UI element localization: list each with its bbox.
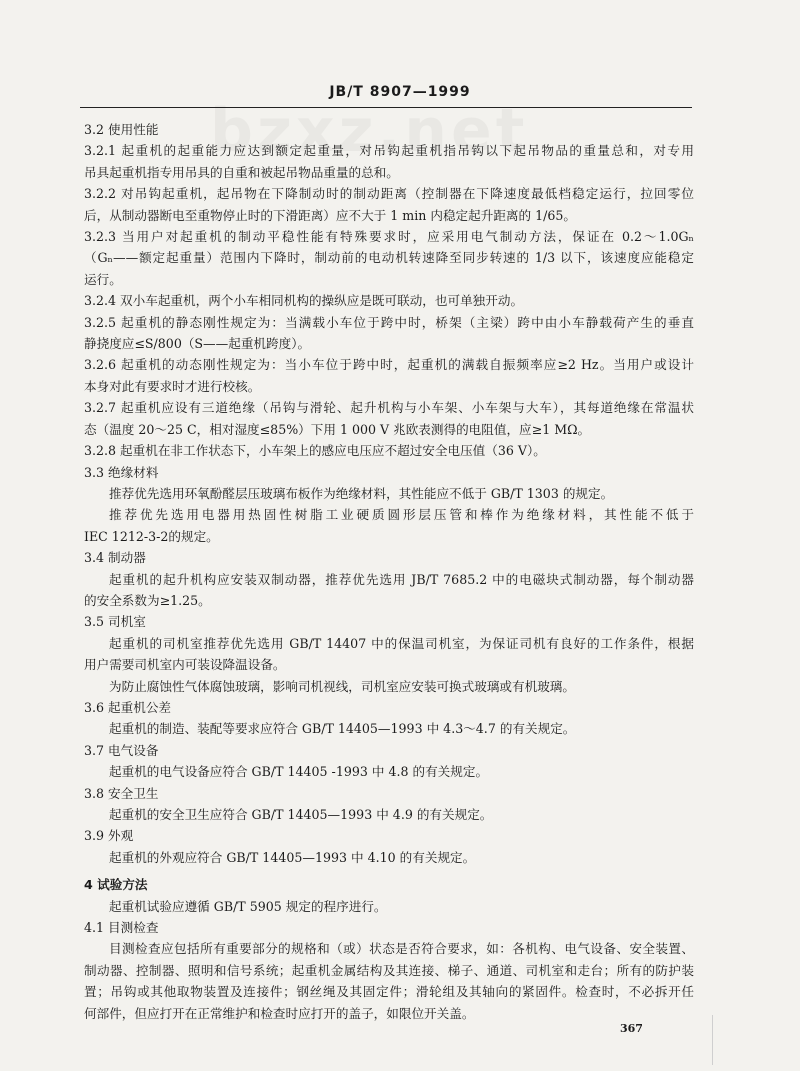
text-line: 起重机的安全卫生应符合 GB/T 14405—1993 中 4.9 的有关规定。 xyxy=(109,807,493,822)
text-line: 推荐优先选用电器用热固性树脂工业硬质圆形层压管和棒作为绝缘材料，其性能不低于 xyxy=(109,507,694,523)
text-line: 3.2.6 起重机的动态刚性规定为：当小车位于跨中时，起重机的满载自振频率应≥2 Hz。当用户或设计 xyxy=(84,357,694,373)
text-line: 何部件，但应打开在正常维护和检查时应打开的盖子，如限位开关盖。 xyxy=(84,1005,475,1021)
text-line: 的安全系数为≥1.25。 xyxy=(84,592,211,608)
text-line: 起重机的外观应符合 GB/T 14405—1993 中 4.10 的有关规定。 xyxy=(109,849,476,865)
text-line: 本身对此有要求时才进行校核。 xyxy=(84,378,261,394)
text-line: IEC 1212-3-2的规定。 xyxy=(84,528,219,544)
scan-edge-mark xyxy=(712,1015,713,1065)
text-line: 运行。 xyxy=(84,271,122,287)
text-line: 3.3 绝缘材料 xyxy=(84,464,159,480)
text-line: 制动器、控制器、照明和信号系统；起重机金属结构及其连接、梯子、通道、司机室和走台；所有的防护装 xyxy=(84,962,694,978)
body-text xyxy=(84,119,694,1024)
page-number: 367 xyxy=(620,1022,643,1035)
text-line: 目测检查应包括所有重要部分的规格和（或）状态是否符合要求，如：各机构、电气设备、安全装置、 xyxy=(109,941,694,957)
header-divider xyxy=(80,107,692,108)
text-line: 3.8 安全卫生 xyxy=(84,785,159,801)
text-line: 后，从制动器断电至重物停止时的下滑距离）应不大于 1 min 内稳定起升距离的 1/65。 xyxy=(84,207,576,223)
text-line: 3.2.3 当用户对起重机的制动平稳性能有特殊要求时，应采用电气制动方法，保证在 0.2～1.0Gₙ xyxy=(84,229,694,245)
text-line: 起重机的司机室推荐优先选用 GB/T 14407 中的保温司机室，为保证司机有良好的工作条件，根据 xyxy=(109,635,694,651)
text-line: 推荐优先选用环氧酚醛层压玻璃布板作为绝缘材料，其性能应不低于 GB/T 1303 的规定。 xyxy=(109,485,614,501)
text-line: 吊具起重机指专用吊具的自重和被起吊物品重量的总和。 xyxy=(84,164,399,180)
text-line: 3.7 电气设备 xyxy=(84,742,159,758)
text-line: 态（温度 20～25 C，相对湿度≤85%）下用 1 000 V 兆欧表测得的电阻值，应≥1 MΩ。 xyxy=(84,421,591,437)
text-line: 3.6 起重机公差 xyxy=(84,699,172,715)
text-line: 3.2 使用性能 xyxy=(84,122,159,137)
text-line: 起重机的电气设备应符合 GB/T 14405 -1993 中 4.8 的有关规定。 xyxy=(109,764,489,780)
text-line: 4.1 目测检查 xyxy=(84,920,159,936)
text-line: （Gₙ——额定起重量）范围内下降时，制动前的电动机转速降至同步转速的 1/3 以下，该速度应能稳定 xyxy=(84,250,694,266)
text-line: 起重机的制造、装配等要求应符合 GB/T 14405—1993 中 4.3～4.7 的有关规定。 xyxy=(109,721,576,737)
text-line: 起重机试验应遵循 GB/T 5905 规定的程序进行。 xyxy=(109,898,387,914)
text-line: 静挠度应≤S/800（S——起重机跨度）。 xyxy=(84,336,311,352)
text-line: 置；吊钩或其他取物装置及连接件；钢丝绳及其固定件；滑轮组及其轴向的紧固件。检查时，不必拆开任 xyxy=(84,984,694,1000)
text-line: 用户需要司机室内可装设降温设备。 xyxy=(84,657,286,673)
text-line: 3.2.2 对吊钩起重机，起吊物在下降制动时的制动距离（控制器在下降速度最低档稳定运行，拉回零位 xyxy=(84,186,694,202)
text-line: 为防止腐蚀性气体腐蚀玻璃，影响司机视线，司机室应安装可换式玻璃或有机玻璃。 xyxy=(109,678,575,694)
text-line: 3.2.5 起重机的静态刚性规定为：当满载小车位于跨中时，桥架（主梁）跨中由小车静载荷产生的垂直 xyxy=(84,314,694,330)
text-line: 3.2.8 起重机在非工作状态下，小车架上的感应电压应不超过安全电压值（36 V）。 xyxy=(84,443,546,459)
text-line: 4 试验方法 xyxy=(84,877,148,893)
text-line: 3.4 制动器 xyxy=(84,550,146,566)
text-line: 3.2.1 起重机的起重能力应达到额定起重量，对吊钩起重机指吊钩以下起吊物品的重量总和，对专用 xyxy=(84,143,694,159)
text-line: 起重机的起升机构应安装双制动器，推荐优先选用 JB/T 7685.2 中的电磁块式制动器，每个制动器 xyxy=(109,571,694,587)
text-line: 3.5 司机室 xyxy=(84,614,146,630)
standard-number-header: JB/T 8907—1999 xyxy=(329,84,471,100)
text-line: 3.2.4 双小车起重机，两个小车相同机构的操纵应是既可联动，也可单独开动。 xyxy=(84,293,524,309)
text-line: 3.9 外观 xyxy=(84,828,134,844)
text-line: 3.2.7 起重机应设有三道绝缘（吊钩与滑轮、起升机构与小车架、小车架与大车），其每道绝缘在常温状 xyxy=(84,400,694,416)
